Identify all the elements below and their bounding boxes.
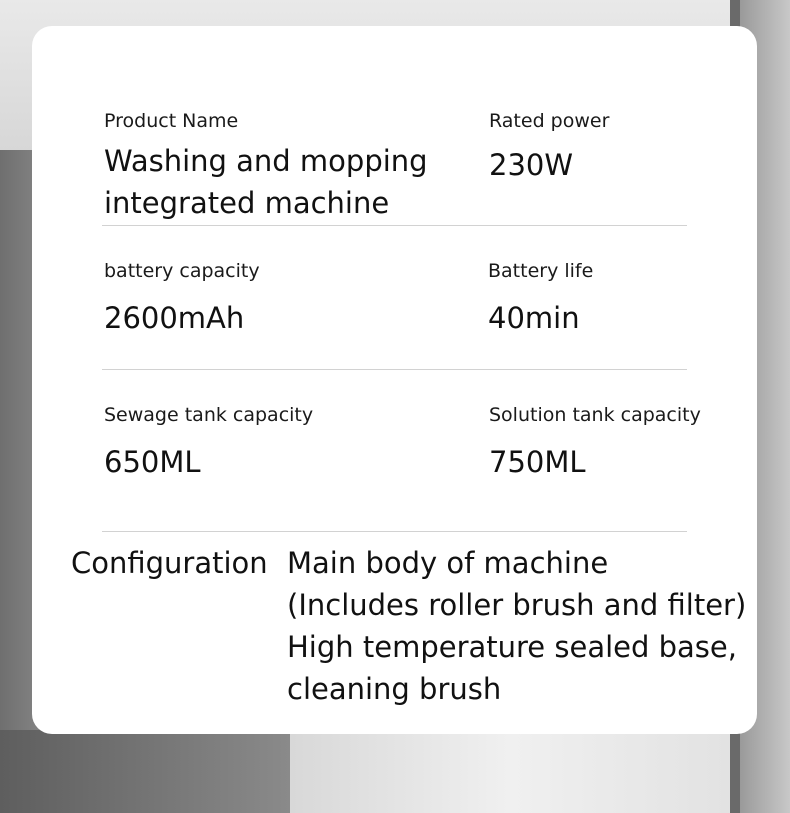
battery-capacity-cell [104, 258, 260, 339]
sewage-tank-value: 650ML [104, 445, 201, 479]
rated-power-label: Rated power [489, 110, 610, 132]
divider-row3 [102, 531, 687, 532]
product-name-value-line2: integrated machine [104, 186, 390, 220]
configuration-list [287, 542, 746, 710]
solution-tank-label: Solution tank capacity [489, 404, 701, 426]
rated-power-cell [489, 108, 609, 186]
divider-row1 [102, 225, 687, 226]
sewage-tank-cell [104, 402, 313, 483]
rated-power-value: 230W [489, 148, 574, 182]
battery-life-label: Battery life [488, 260, 594, 282]
battery-life-value: 40min [488, 301, 580, 335]
battery-life-cell [488, 258, 593, 339]
divider-row2 [102, 369, 687, 370]
product-name-cell [104, 108, 428, 224]
solution-tank-cell [489, 402, 701, 483]
sewage-tank-label: Sewage tank capacity [104, 404, 314, 426]
configuration-line: (Includes roller brush and filter) [287, 588, 747, 622]
configuration-label: Configuration [71, 546, 268, 580]
configuration-line: High temperature sealed base, [287, 630, 737, 664]
spec-card [32, 26, 757, 734]
configuration-line: Main body of machine [287, 546, 609, 580]
configuration-line: cleaning brush [287, 672, 502, 706]
battery-capacity-label: battery capacity [104, 260, 260, 282]
product-name-label: Product Name [104, 110, 239, 132]
solution-tank-value: 750ML [489, 445, 586, 479]
background-bottom-left [0, 730, 290, 813]
battery-capacity-value: 2600mAh [104, 301, 245, 335]
product-name-value-line1: Washing and mopping [104, 144, 428, 178]
